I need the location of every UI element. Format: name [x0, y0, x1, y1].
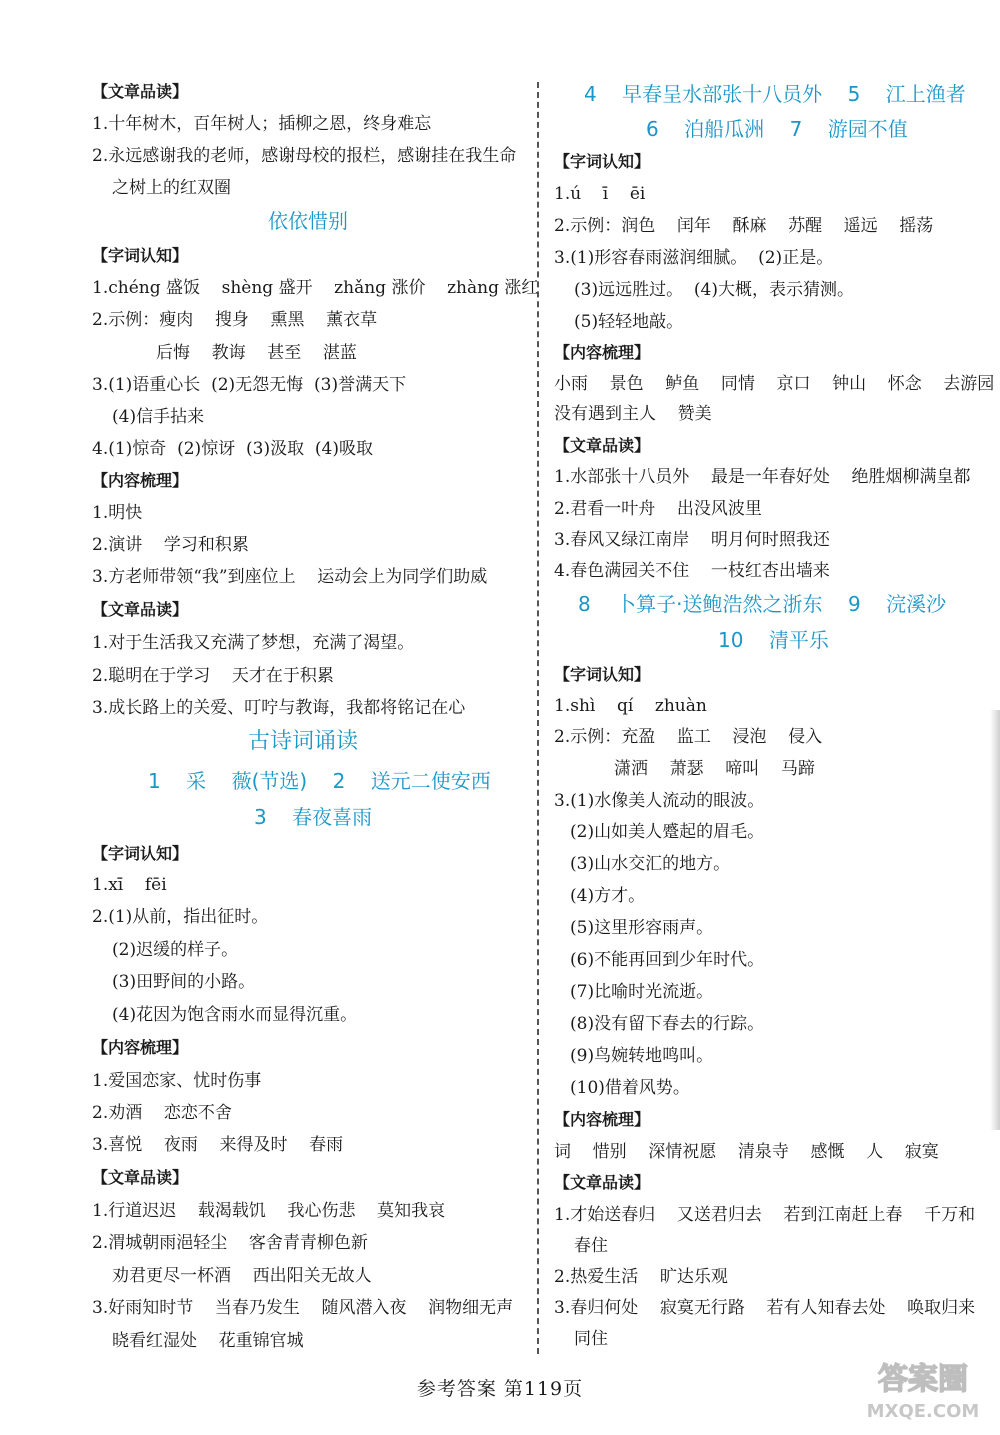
- answer-line: (7)比喻时光流逝。: [570, 982, 714, 1002]
- answer-line: (2)山如美人蹙起的眉毛。: [570, 822, 765, 842]
- answer-line: 3.(1)水像美人流动的眼波。: [554, 791, 765, 811]
- answer-line: 1.明快: [92, 503, 143, 523]
- answer-line: 3.(1)语重心长 (2)无怨无悔 (3)誉满天下: [92, 375, 407, 395]
- section-label: 【文章品读】: [92, 82, 189, 101]
- answer-line: 同住: [574, 1329, 608, 1349]
- svg-text:答案圈: 答案圈: [878, 1362, 968, 1397]
- lesson-title: 10 清平乐: [718, 628, 829, 652]
- answer-line: 1.水部张十八员外 最是一年春好处 绝胜烟柳满皇都: [554, 467, 971, 487]
- answer-line: 后悔 教诲 甚至 湛蓝: [156, 343, 357, 363]
- answer-line: 词 惜别 深情祝愿 清泉寺 感慨 人 寂寞: [554, 1142, 939, 1162]
- unit-title: 古诗词诵读: [248, 729, 359, 754]
- answer-line: 2.示例：瘦肉 搜身 熏黑 薰衣草: [92, 310, 378, 330]
- answer-line: 1.爱国恋家、忧时伤事: [92, 1071, 262, 1091]
- lesson-title: 8 卜算子·送鲍浩然之浙东 9 浣溪沙: [578, 592, 947, 616]
- answer-line: 1.对于生活我又充满了梦想，充满了渴望。: [92, 633, 415, 653]
- answer-line: 没有遇到主人 赞美: [554, 404, 712, 424]
- lesson-title: 4 早春呈水部张十八员外 5 江上渔者: [584, 82, 966, 106]
- section-label: 【内容梳理】: [554, 1110, 651, 1129]
- scan-edge-shadow: [990, 710, 1000, 1130]
- watermark-logo: [858, 1347, 988, 1427]
- answer-line: (3)田野间的小路。: [112, 972, 256, 992]
- answer-line: 3.成长路上的关爱、叮咛与教诲，我都将铭记在心: [92, 698, 466, 718]
- section-label: 【文章品读】: [554, 436, 651, 455]
- answer-line: 3.春风又绿江南岸 明月何时照我还: [554, 530, 830, 550]
- answer-line: 2.君看一叶舟 出没风波里: [554, 499, 762, 519]
- answer-line: 3.(1)形容春雨滋润细腻。 (2)正是。: [554, 248, 834, 268]
- page-footer: 参考答案 第119页: [416, 1378, 584, 1400]
- answer-line: (4)方才。: [570, 886, 646, 906]
- answer-line: (9)鸟婉转地鸣叫。: [570, 1046, 714, 1066]
- answer-line: 劝君更尽一杯酒 西出阳关无故人: [112, 1266, 372, 1286]
- lesson-title: 依依惜别: [268, 209, 348, 233]
- answer-line: 1.xī fēi: [92, 875, 167, 895]
- answer-line: 2.演讲 学习和积累: [92, 535, 249, 555]
- answer-line: 3.喜悦 夜雨 来得及时 春雨: [92, 1135, 344, 1155]
- lesson-title: 3 春夜喜雨: [254, 805, 373, 829]
- answer-line: (4)花因为饱含雨水而显得沉重。: [112, 1005, 358, 1025]
- answer-line: 3.方老师带领“我”到座位上 运动会上为同学们助威: [92, 567, 488, 587]
- answer-line: 2.聪明在于学习 天才在于积累: [92, 666, 334, 686]
- answer-line: 2.渭城朝雨浥轻尘 客舍青青柳色新: [92, 1233, 368, 1253]
- answer-line: 1.行道迟迟 载渴载饥 我心伤悲 莫知我哀: [92, 1201, 446, 1221]
- answer-line: 晓看红湿处 花重锦官城: [112, 1331, 304, 1351]
- lesson-title: 1 采 薇(节选) 2 送元二使安西: [148, 769, 491, 793]
- section-label: 【内容梳理】: [92, 1038, 189, 1057]
- answer-line: 1.十年树木，百年树人；插柳之恩，终身难忘: [92, 114, 432, 134]
- answer-line: 3.春归何处 寂寞无行路 若有人知春去处 唤取归来: [554, 1298, 976, 1318]
- lesson-title: 6 泊船瓜洲 7 游园不值: [646, 117, 908, 141]
- answer-line: 2.劝酒 恋恋不舍: [92, 1103, 232, 1123]
- section-label: 【文章品读】: [92, 600, 189, 619]
- section-label: 【内容梳理】: [92, 471, 189, 490]
- answer-line: 2.示例：润色 闰年 酥麻 苏醒 遥远 摇荡: [554, 216, 934, 236]
- answer-line: (5)轻轻地敲。: [574, 312, 684, 332]
- answer-line: 之树上的红双圈: [112, 178, 231, 198]
- answer-line: 2.示例：充盈 监工 浸泡 侵入: [554, 727, 823, 747]
- answer-line: (4)信手拈来: [112, 407, 205, 427]
- answer-line: (5)这里形容雨声。: [570, 918, 714, 938]
- section-label: 【文章品读】: [554, 1173, 651, 1192]
- answer-line: (3)山水交汇的地方。: [570, 854, 731, 874]
- section-label: 【字词认知】: [92, 844, 189, 863]
- svg-text:MXQE.COM: MXQE.COM: [866, 1401, 980, 1422]
- answer-line: (3)远远胜过。 (4)大概，表示猜测。: [574, 280, 854, 300]
- answer-line: 春住: [574, 1236, 608, 1256]
- answer-line: 小雨 景色 鲈鱼 同情 京口 钟山 怀念 去游园: [554, 374, 995, 394]
- answer-line: 3.好雨知时节 当春乃发生 随风潜入夜 润物细无声: [92, 1298, 514, 1318]
- answer-line: 4.春色满园关不住 一枝红杏出墙来: [554, 561, 830, 581]
- answer-line: 2.(1)从前，指出征时。: [92, 907, 269, 927]
- answer-line: (2)迟缓的样子。: [112, 940, 239, 960]
- section-label: 【字词认知】: [92, 246, 189, 265]
- answer-line: 潇洒 萧瑟 啼叫 马蹄: [614, 759, 815, 779]
- section-label: 【字词认知】: [554, 665, 651, 684]
- answer-line: (10)借着风势。: [570, 1078, 690, 1098]
- answer-line: 4.(1)惊奇 (2)惊讶 (3)汲取 (4)吸取: [92, 439, 373, 459]
- answer-line: (8)没有留下春去的行踪。: [570, 1014, 765, 1034]
- answer-line: 1.ú ī ēi: [554, 184, 646, 204]
- column-divider: [537, 82, 539, 1354]
- section-label: 【字词认知】: [554, 152, 651, 171]
- answer-line: (6)不能再回到少年时代。: [570, 950, 765, 970]
- answer-line: 2.热爱生活 旷达乐观: [554, 1267, 728, 1287]
- section-label: 【文章品读】: [92, 1168, 189, 1187]
- answer-line: 1.才始送春归 又送君归去 若到江南赶上春 千万和: [554, 1205, 976, 1225]
- section-label: 【内容梳理】: [554, 343, 651, 362]
- answer-line: 1.chéng 盛饭 shèng 盛开 zhǎng 涨价 zhàng 涨红: [92, 278, 539, 298]
- answer-line: 2.永远感谢我的老师，感谢母校的报栏，感谢挂在我生命: [92, 146, 517, 166]
- answer-line: 1.shì qí zhuàn: [554, 696, 707, 716]
